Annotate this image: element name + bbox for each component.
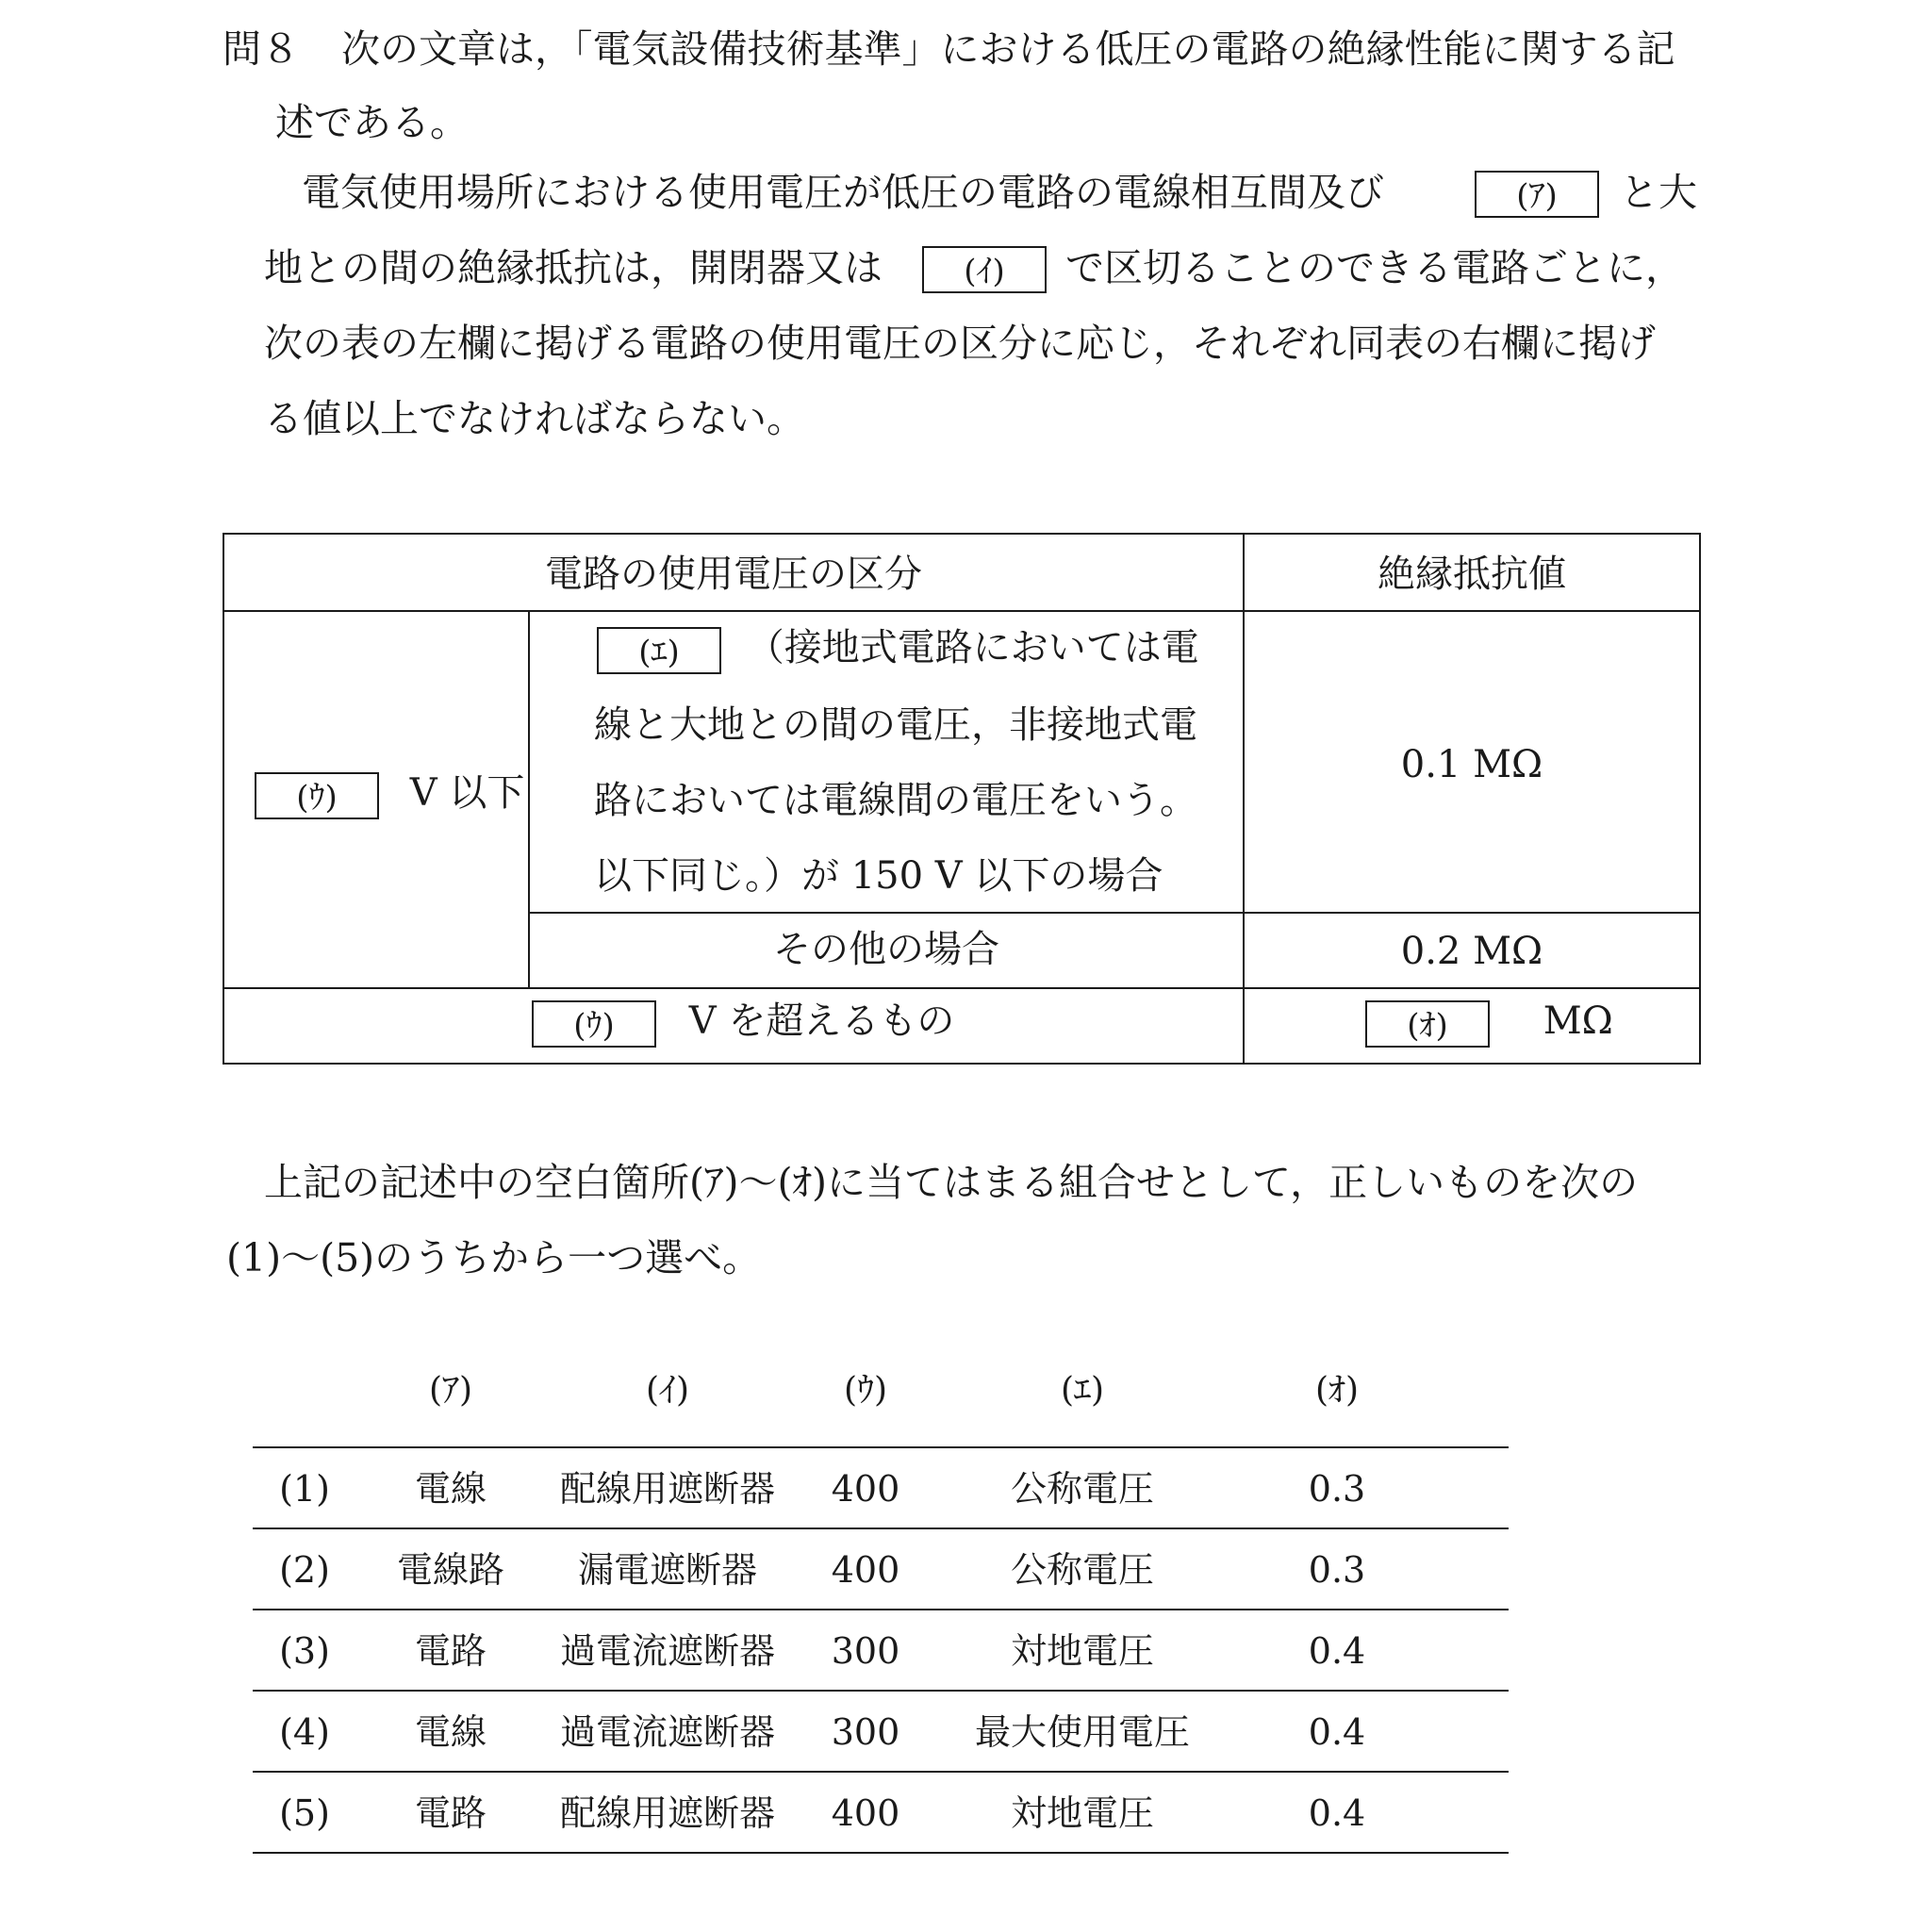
header-cell: (ｱ) <box>428 1371 473 1410</box>
choice-cell: 対地電圧 <box>1010 1792 1154 1834</box>
blank-u-box-1: (ｳ) <box>255 772 379 819</box>
blank-i-box <box>922 246 1047 293</box>
header-cell: (ｲ) <box>645 1371 690 1410</box>
choice-cell: 電路 <box>414 1630 487 1672</box>
choice-cell: 400 <box>831 1792 900 1834</box>
choice-cell: 配線用遮断器 <box>559 1468 775 1510</box>
answer-row-3[interactable] <box>253 1609 1509 1690</box>
unit-mohm: MΩ <box>1543 999 1613 1043</box>
choice-cell: 電線 <box>414 1468 487 1510</box>
choice-cell: 300 <box>831 1630 900 1672</box>
intro-line-1: 次の文章は，「電気設備技術基準」における低圧の電路の絶縁性能に関する記 <box>341 26 1675 72</box>
paragraph-line-1-text-a: 電気使用場所における使用電圧が低圧の電路の電線相互間及び <box>302 170 1384 215</box>
intro-line-2: 述である。 <box>275 100 469 145</box>
over-voltage-row <box>532 1000 954 1048</box>
paragraph-line-1 <box>302 170 1384 215</box>
paragraph-line-3: 次の表の左欄に掲げる電路の使用電圧の区分に応じ，それぞれ同表の右欄に掲げ <box>264 321 1656 366</box>
paragraph-line-2-text-b: で区切ることのできる電路ごとに， <box>1065 245 1684 290</box>
answer-table-bottom-rule <box>253 1852 1509 1854</box>
blank-a-label: (ｱ) <box>1475 171 1599 218</box>
answer-row-1[interactable] <box>253 1446 1509 1527</box>
prompt-line-1: 上記の記述中の空白箇所(ｱ)～(ｵ)に当てはまる組合せとして，正しいものを次の <box>264 1160 1639 1205</box>
e-note-line-2: 線と大地との間の電圧，非接地式電 <box>594 703 1197 747</box>
choice-cell: 最大使用電圧 <box>974 1711 1190 1753</box>
choice-cell: 0.3 <box>1308 1468 1366 1510</box>
resistance-value-2: 0.2 MΩ <box>1400 930 1543 973</box>
header-cell <box>253 1358 356 1424</box>
choice-cell: 400 <box>831 1468 900 1510</box>
answer-row-4[interactable] <box>253 1690 1509 1771</box>
header-cell: (ｳ) <box>843 1371 888 1410</box>
choice-cell: 配線用遮断器 <box>559 1792 775 1834</box>
table-header-voltage-class: 電路の使用電圧の区分 <box>545 553 922 596</box>
v-below-text: V 以下 <box>409 771 525 815</box>
blank-o-box: (ｵ) <box>1365 1000 1490 1048</box>
choice-cell: 公称電圧 <box>1010 1549 1154 1591</box>
choice-cell: 過電流遮断器 <box>559 1630 775 1672</box>
choice-number: (5) <box>279 1792 330 1834</box>
header-cell: (ｵ) <box>1314 1371 1360 1410</box>
blank-i-label: (ｲ) <box>922 246 1047 293</box>
choice-cell: 公称電圧 <box>1010 1468 1154 1510</box>
choice-cell: 0.4 <box>1308 1630 1366 1672</box>
paragraph-line-4: る値以上でなければならない。 <box>264 396 805 441</box>
choice-cell: 漏電遮断器 <box>577 1549 757 1591</box>
choice-cell: 電線 <box>414 1711 487 1753</box>
over-voltage-value <box>1365 1000 1613 1048</box>
choice-cell: 電線路 <box>396 1549 504 1591</box>
choice-cell: 0.3 <box>1308 1549 1366 1591</box>
e-note-line-1: （接地式電路においては電 <box>746 626 1199 669</box>
choice-cell: 過電流遮断器 <box>559 1711 775 1753</box>
blank-u-box-2: (ｳ) <box>532 1000 656 1048</box>
answer-row-5[interactable] <box>253 1771 1509 1852</box>
choice-cell: 0.4 <box>1308 1792 1366 1834</box>
voltage-condition-table <box>223 533 1701 1065</box>
prompt-line-2: (1)～(5)のうちから一つ選べ。 <box>226 1235 762 1280</box>
answer-row-2[interactable] <box>253 1527 1509 1609</box>
choice-cell: 対地電圧 <box>1010 1630 1154 1672</box>
header-cell: (ｴ) <box>1060 1371 1105 1410</box>
question-number: 問８ <box>223 26 300 72</box>
paragraph-line-2-text-a: 地との間の絶縁抵抗は，開閉器又は <box>264 245 883 290</box>
blank-e-line-1 <box>597 627 1199 674</box>
e-note-line-4: 以下同じ。）が 150 V 以下の場合 <box>594 854 1163 898</box>
answer-table-header <box>253 1358 1509 1424</box>
paragraph-line-1-text-b: と大 <box>1620 170 1697 215</box>
choice-cell: 300 <box>831 1711 900 1753</box>
blank-u-row-label <box>255 772 524 819</box>
choice-number: (1) <box>279 1468 330 1510</box>
table-header-insulation-resistance: 絶縁抵抗値 <box>1378 553 1566 596</box>
e-note-line-3: 路においては電線間の電圧をいう。 <box>594 779 1197 822</box>
other-case-text: その他の場合 <box>773 928 999 971</box>
v-over-text: V を超えるもの <box>688 999 955 1043</box>
choice-number: (3) <box>279 1630 330 1672</box>
choice-number: (4) <box>279 1711 330 1753</box>
choice-cell: 0.4 <box>1308 1711 1366 1753</box>
choice-number: (2) <box>279 1549 330 1591</box>
choice-cell: 400 <box>831 1549 900 1591</box>
choice-cell: 電路 <box>414 1792 487 1834</box>
blank-e-box: (ｴ) <box>597 627 721 674</box>
blank-a-box <box>1475 171 1599 218</box>
resistance-value-1: 0.1 MΩ <box>1400 743 1543 786</box>
